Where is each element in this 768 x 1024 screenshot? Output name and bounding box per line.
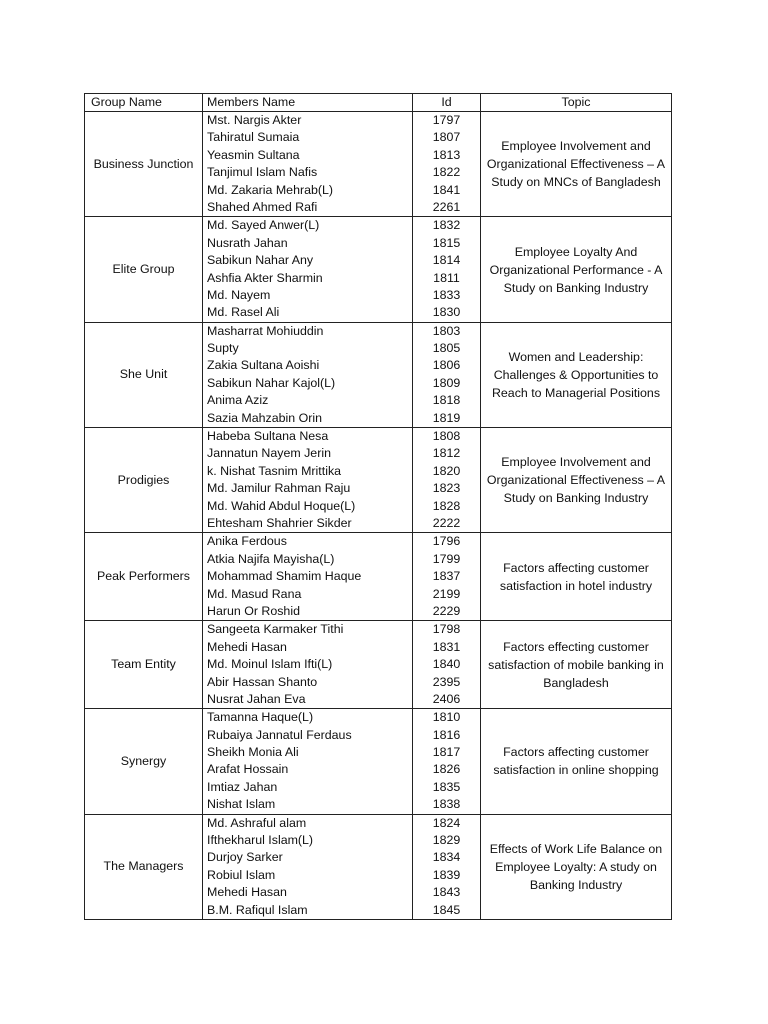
header-id: Id	[413, 94, 481, 112]
member-name: B.M. Rafiqul Islam	[207, 902, 308, 917]
member-name: Md. Zakaria Mehrab(L)	[207, 182, 334, 197]
member-id: 1840	[432, 657, 461, 672]
members-cell	[203, 533, 413, 621]
member-id: 1830	[432, 305, 461, 320]
group-name-cell: Elite Group	[85, 217, 203, 322]
member-name: Supty	[207, 341, 239, 356]
member-id: 1813	[432, 147, 461, 162]
group-row	[85, 814, 672, 919]
id-cell	[413, 709, 481, 814]
member-id: 1812	[432, 446, 461, 461]
topic-cell: Factors effecting customer satisfaction of mobile banking in Bangladesh	[481, 621, 672, 709]
member-name: Yeasmin Sultana	[207, 147, 300, 162]
members-cell	[203, 814, 413, 919]
id-cell	[413, 428, 481, 533]
member-name: Nishat Islam	[207, 797, 276, 812]
group-table	[84, 93, 672, 920]
member-name: Sheikh Monia Ali	[207, 745, 299, 760]
member-id: 2395	[432, 674, 461, 689]
member-name: Robiul Islam	[207, 867, 276, 882]
group-name-cell: She Unit	[85, 322, 203, 427]
header-group-name: Group Name	[85, 94, 203, 112]
member-name: Tamanna Haque(L)	[207, 710, 314, 725]
member-name: Zakia Sultana Aoishi	[207, 358, 320, 373]
member-name: Harun Or Roshid	[207, 603, 300, 618]
member-id: 1814	[432, 253, 461, 268]
member-id: 1829	[432, 833, 461, 848]
member-id: 2199	[432, 586, 461, 601]
member-id: 1833	[432, 287, 461, 302]
id-cell	[413, 814, 481, 919]
member-id: 1799	[432, 551, 461, 566]
member-name: Sangeeta Karmaker Tithi	[207, 622, 344, 637]
member-name: Md. Nayem	[207, 287, 271, 302]
member-id: 1839	[432, 867, 461, 882]
members-cell	[203, 322, 413, 427]
id-cell	[413, 621, 481, 709]
table-body	[85, 112, 672, 920]
group-name-cell: The Managers	[85, 814, 203, 919]
member-name: Nusrath Jahan	[207, 235, 288, 250]
member-id: 1811	[433, 270, 460, 285]
members-cell	[203, 621, 413, 709]
member-id: 1841	[432, 182, 461, 197]
member-name: Atkia Najifa Mayisha(L)	[207, 551, 335, 566]
member-name: Md. Sayed Anwer(L)	[207, 218, 320, 233]
topic-cell: Factors affecting customer satisfaction in hotel industry	[481, 533, 672, 621]
member-id: 1808	[432, 429, 461, 444]
member-id: 1831	[432, 639, 461, 654]
group-row	[85, 709, 672, 814]
member-name: Sabikun Nahar Any	[207, 253, 314, 268]
member-name: Rubaiya Jannatul Ferdaus	[207, 727, 352, 742]
member-name: Mst. Nargis Akter	[207, 113, 302, 127]
member-id: 1806	[432, 358, 461, 373]
member-id: 2406	[432, 691, 461, 706]
member-name: Habeba Sultana Nesa	[207, 429, 329, 444]
member-id: 1826	[432, 762, 461, 777]
group-row	[85, 428, 672, 533]
member-id: 1810	[432, 710, 461, 725]
member-name: Mehedi Hasan	[207, 885, 287, 900]
member-name: Ehtesham Shahrier Sikder	[207, 515, 352, 530]
member-name: Md. Jamilur Rahman Raju	[207, 481, 351, 496]
topic-cell: Effects of Work Life Balance on Employee Loyalty: A study on Banking Industry	[481, 814, 672, 919]
member-name: Ifthekharul Islam(L)	[207, 833, 314, 848]
id-cell	[413, 112, 481, 217]
member-name: Sazia Mahzabin Orin	[207, 410, 323, 425]
member-id: 1837	[432, 569, 461, 584]
members-cell	[203, 428, 413, 533]
member-name: Ashfia Akter Sharmin	[207, 270, 323, 285]
topic-cell: Women and Leadership: Challenges & Opportunities to Reach to Managerial Positions	[481, 322, 672, 427]
member-id: 1843	[432, 885, 461, 900]
group-name-cell: Prodigies	[85, 428, 203, 533]
topic-cell: Factors affecting customer satisfaction in online shopping	[481, 709, 672, 814]
member-name: Durjoy Sarker	[207, 850, 283, 865]
member-id: 1816	[432, 727, 461, 742]
member-id: 1817	[432, 745, 461, 760]
members-cell	[203, 709, 413, 814]
topic-cell: Employee Involvement and Organizational Effectiveness – A Study on MNCs of Bangladesh	[481, 112, 672, 217]
group-name-cell: Business Junction	[85, 112, 203, 217]
member-name: Md. Rasel Ali	[207, 305, 280, 320]
group-name-cell: Peak Performers	[85, 533, 203, 621]
member-name: Md. Masud Rana	[207, 586, 302, 601]
header-members-name: Members Name	[203, 94, 413, 112]
member-id: 1818	[432, 393, 461, 408]
member-name: Mehedi Hasan	[207, 639, 287, 654]
member-id: 1803	[432, 323, 461, 338]
member-id: 1823	[432, 481, 461, 496]
member-name: k. Nishat Tasnim Mrittika	[207, 463, 342, 478]
member-id: 1798	[432, 622, 461, 637]
member-name: Tahiratul Sumaia	[207, 130, 300, 145]
member-name: Tanjimul Islam Nafis	[207, 165, 318, 180]
member-id: 2229	[432, 603, 461, 618]
member-name: Shahed Ahmed Rafi	[207, 199, 318, 214]
member-id: 1805	[432, 341, 461, 356]
member-id: 1820	[432, 463, 461, 478]
member-name: Anika Ferdous	[207, 534, 287, 549]
member-id: 2222	[432, 515, 461, 530]
member-id: 1828	[432, 498, 461, 513]
member-name: Imtiaz Jahan	[207, 779, 278, 794]
member-id: 1838	[432, 797, 461, 812]
member-name: Md. Moinul Islam Ifti(L)	[207, 657, 333, 672]
member-id: 1796	[432, 534, 461, 549]
member-id: 1815	[432, 235, 461, 250]
member-id: 2261	[432, 199, 461, 214]
group-row	[85, 533, 672, 621]
member-name: Arafat Hossain	[207, 762, 289, 777]
member-id: 1824	[432, 815, 461, 830]
group-name-cell: Synergy	[85, 709, 203, 814]
group-row	[85, 621, 672, 709]
member-id: 1845	[432, 902, 461, 917]
member-name: Masharrat Mohiuddin	[207, 323, 324, 338]
group-row	[85, 217, 672, 322]
topic-cell: Employee Loyalty And Organizational Performance - A Study on Banking Industry	[481, 217, 672, 322]
member-name: Anima Aziz	[207, 393, 269, 408]
member-id: 1797	[432, 113, 461, 127]
table-header-row	[85, 94, 672, 112]
member-name: Abir Hassan Shanto	[207, 674, 318, 689]
id-cell	[413, 217, 481, 322]
member-name: Md. Ashraful alam	[207, 815, 307, 830]
group-row	[85, 322, 672, 427]
group-row	[85, 112, 672, 217]
member-id: 1832	[432, 218, 461, 233]
member-name: Md. Wahid Abdul Hoque(L)	[207, 498, 356, 513]
member-id: 1835	[432, 779, 461, 794]
member-name: Jannatun Nayem Jerin	[207, 446, 331, 461]
header-topic: Topic	[481, 94, 672, 112]
member-name: Nusrat Jahan Eva	[207, 691, 306, 706]
member-id: 1807	[432, 130, 461, 145]
member-id: 1834	[432, 850, 461, 865]
group-name-cell: Team Entity	[85, 621, 203, 709]
member-id: 1822	[432, 165, 461, 180]
member-id: 1819	[432, 410, 461, 425]
member-name: Mohammad Shamim Haque	[207, 569, 362, 584]
id-cell	[413, 322, 481, 427]
members-cell	[203, 112, 413, 217]
members-cell	[203, 217, 413, 322]
member-id: 1809	[432, 375, 461, 390]
id-cell	[413, 533, 481, 621]
member-name: Sabikun Nahar Kajol(L)	[207, 375, 336, 390]
topic-cell: Employee Involvement and Organizational Effectiveness – A Study on Banking Industry	[481, 428, 672, 533]
